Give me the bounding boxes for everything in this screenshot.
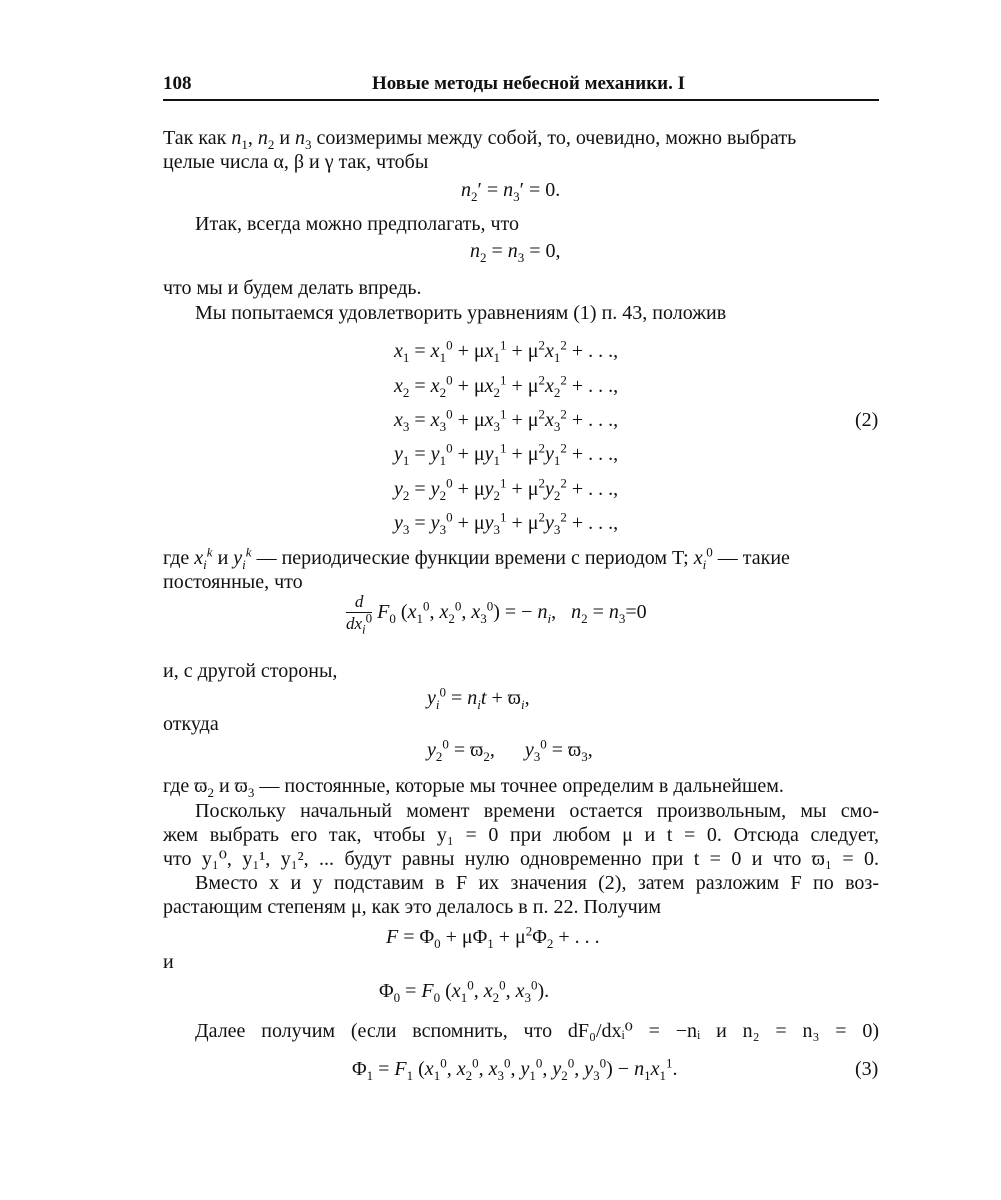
equation-Phi1: $\Phi_1 = F_1$ ($x_1^0$, $x_2^0$, $x_3^0$, $y_1^0$, $y_2^0$, $y_3^0) - n_1x_1^1$.: [352, 1055, 678, 1083]
equation-x2: $x_2 = x_2^0 + \mu x_2^1 + \mu^2x_2^2$ + . . .,: [394, 372, 619, 400]
where-periodic-text: — периодические функции времени с периодом T;: [256, 547, 689, 569]
equation-x1: $x_1 = x_1^0 + \mu x_1^1 + \mu^2x_1^2$ + . . .,: [394, 337, 619, 365]
equation-number-2: (2): [855, 409, 879, 431]
paragraph-where-periodic: где $x_i^k$ и $y_i^k$ — периодические функции времени с периодом T; $x_i^0$ — такие: [163, 544, 790, 572]
paragraph-and: и: [163, 951, 174, 973]
paragraph-will-do: что мы и будем делать впредь.: [163, 277, 422, 299]
paragraph-try: Мы попытаемся удовлетворить уравнениям (1) п. 43, положив: [195, 302, 727, 324]
equation-yi0: $y_i^0 = n_it + ϖ_i$,: [427, 684, 530, 712]
equation-y3: $y_3 = y_3^0 + \mu y_3^1 + \mu^2y_3^2$ + . . .,: [394, 509, 619, 537]
equation-number-3: (3): [855, 1058, 879, 1080]
paragraph-other-side: и, с другой стороны,: [163, 660, 338, 682]
equation-y2-y3: $y_2^0 = ϖ_2$, $y_3^0 = ϖ_3$,: [427, 736, 593, 764]
equation-y2: $y_2 = y_2^0 + \mu y_2^1 + \mu^2y_2^2$ + . . .,: [394, 475, 619, 503]
equation-dF0: $\frac{d}{dx_i^0}$ $F_0$ ($x_1^0$, $x_2^0$, $x_3^0$) = − $n_i$, $n_2 = n_3=0$: [346, 592, 647, 637]
equation-n2-n3: $n_2 = n_3 = 0$,: [470, 240, 561, 265]
intro-text: соизмеримы между собой, то, очевидно, можно выбрать: [316, 127, 797, 149]
paragraph-intro-line1: Так как $n_1$, $n_2$ и $n_3$ соизмеримы между собой, то, очевидно, можно выбрать: [163, 127, 797, 152]
equation-Phi0: $\Phi_0 = F_0$ ($x_1^0$, $x_2^0$, $x_3^0$).: [379, 977, 550, 1005]
header-rule: [163, 99, 879, 101]
running-title: Новые методы небесной механики. I: [372, 73, 685, 94]
paragraph-constants: постоянные, что: [163, 571, 303, 593]
paragraph-further: Далее получим (если вспомнить, что dF₀/dxᵢ⁰ = −nᵢ и n₂ = n₃ = 0): [195, 1020, 879, 1042]
paragraph-since-line2: жем выбрать его так, чтобы y₁ = 0 при любом μ и t = 0. Отсюда следует,: [163, 824, 879, 846]
equation-F-expansion: $F = \Phi_0 + \mu\Phi_1 + \mu^2\Phi_2$ + . . .: [386, 923, 600, 951]
equation-y1: $y_1 = y_1^0 + \mu y_1^1 + \mu^2y_1^2$ + . . .,: [394, 440, 619, 468]
paragraph-whence: откуда: [163, 713, 219, 735]
paragraph-since-line3: что y₁⁰, y₁¹, y₁², ... будут равны нулю одновременно при t = 0 и что ϖ₁ = 0.: [163, 848, 879, 870]
paragraph-where-omega: где $ϖ_2$ и $ϖ_3$ — постоянные, которые мы точнее определим в дальнейшем.: [163, 775, 784, 800]
equation-n2prime-n3prime: $n_2' = n_3' = 0$.: [461, 179, 561, 204]
where-omega-text: — постоянные, которые мы точнее определим в дальнейшем.: [259, 775, 784, 797]
where-periodic-tail: — такие: [717, 547, 790, 569]
paragraph-intro-line2: целые числа α, β и γ так, чтобы: [163, 151, 429, 173]
fraction-d-dx: $\frac{d}{dx_i^0}$: [346, 592, 373, 637]
paragraph-since-line1: Поскольку начальный момент времени остается произвольным, мы смо-: [195, 800, 879, 822]
paragraph-instead-line2: растающим степеням μ, как это делалось в п. 22. Получим: [163, 896, 662, 918]
equation-x3: $x_3 = x_3^0 + \mu x_3^1 + \mu^2x_3^2$ + . . .,: [394, 406, 619, 434]
paragraph-instead-line1: Вместо x и y подставим в F их значения (2), затем разложим F по воз-: [195, 872, 879, 894]
page-number: 108: [163, 73, 192, 94]
paragraph-always: Итак, всегда можно предполагать, что: [195, 213, 520, 235]
